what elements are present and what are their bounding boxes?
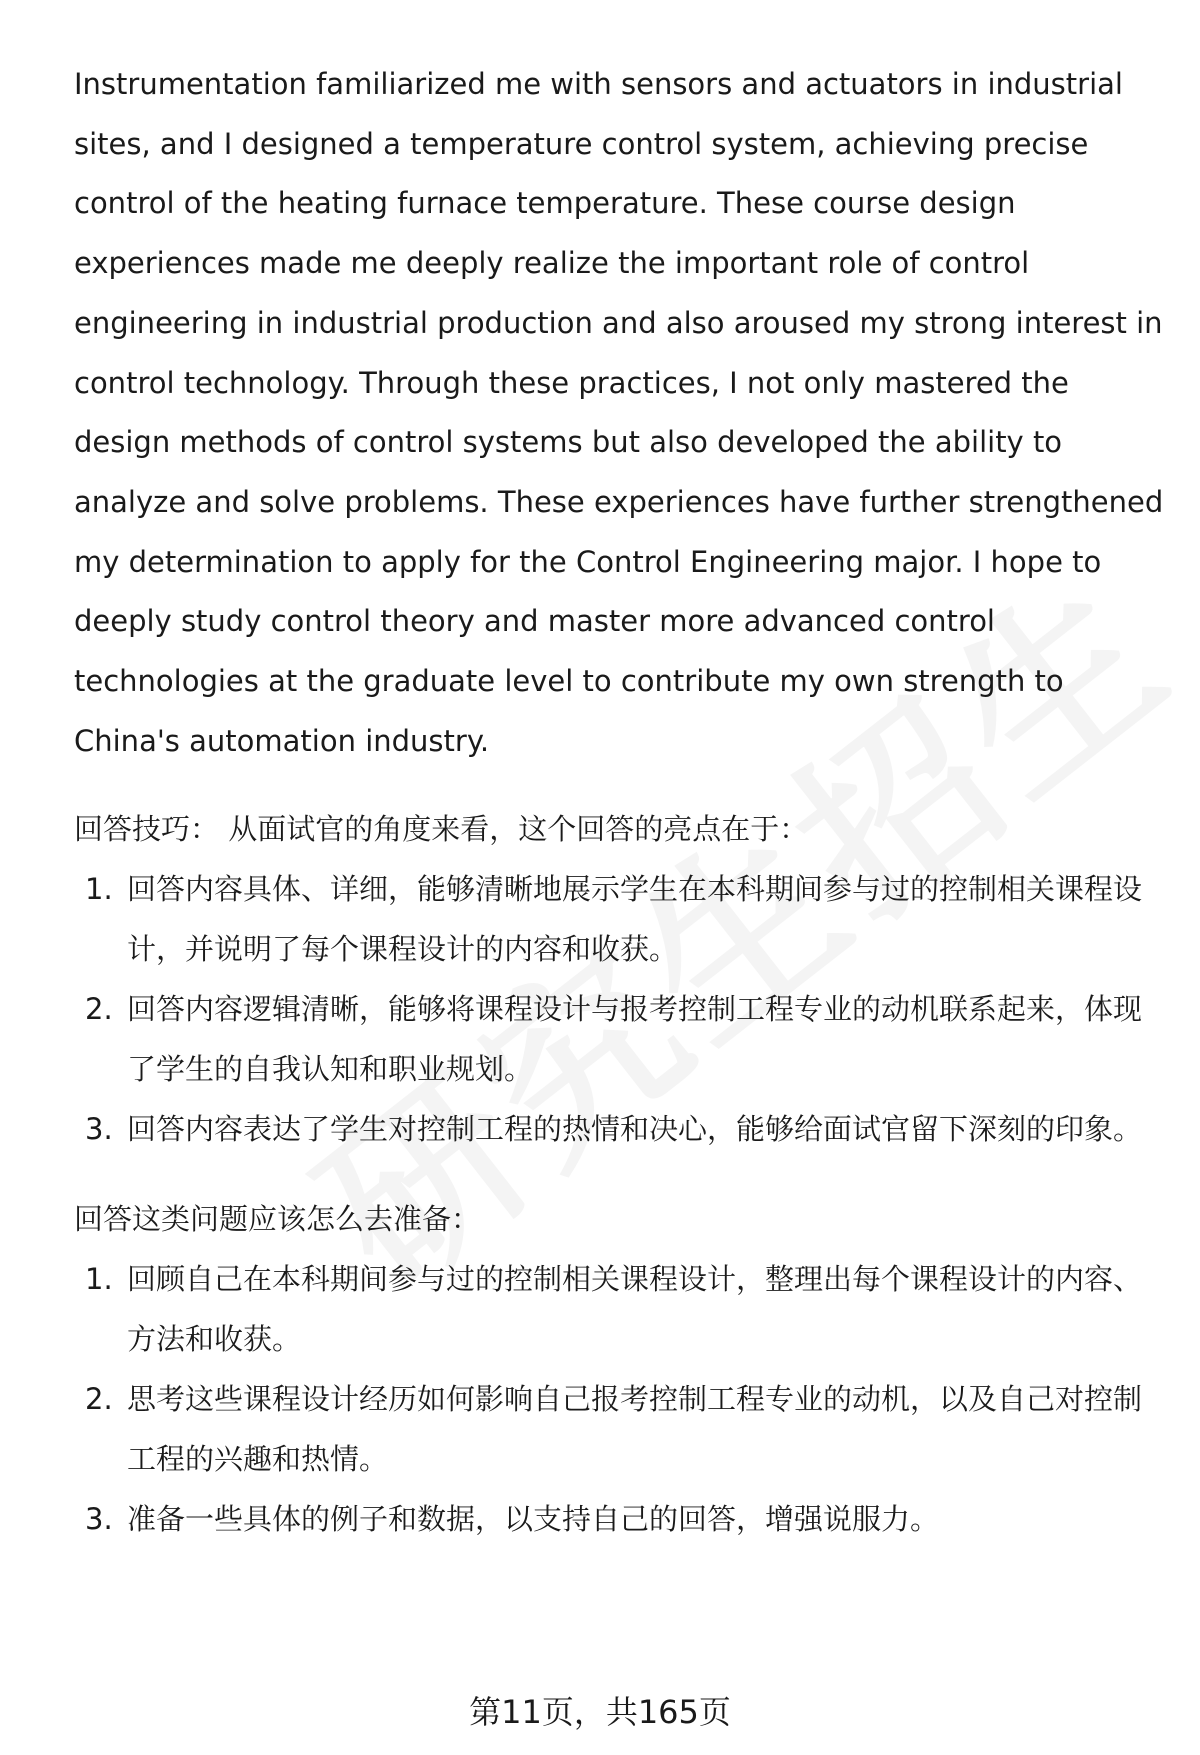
list-text: 回答内容表达了学生对控制工程的热情和决心，能够给面试官留下深刻的印象。 (127, 1112, 1143, 1147)
list-item (74, 859, 1164, 979)
list-number: 1. (85, 872, 113, 907)
prep-list (74, 1249, 1164, 1549)
list-text: 回答内容具体、详细，能够清晰地展示学生在本科期间参与过的控制相关课程设计，并说明了每个课程设计的内容和收获。 (127, 872, 1143, 967)
list-item (74, 1099, 1164, 1159)
list-number: 1. (85, 1262, 113, 1297)
list-number: 2. (85, 992, 113, 1027)
list-number: 3. (85, 1112, 113, 1147)
answer-paragraph: Instrumentation familiarized me with sensors and actuators in industrial sites, and I designed a temperature control system, achieving precise control of the heating furnace temperature. These course design experiences made me deeply realize the important role of control engineering in industrial production and also aroused my strong interest in control technology. Through these practices, I not only mastered the design methods of control systems but also developed the ability to analyze and solve problems. These experiences have further strengthened my determination to apply for the Control Engineering major. I hope to deeply study control theory and master more advanced control technologies at the graduate level to contribute my own strength to China's automation industry. (74, 67, 1164, 758)
document-page (74, 55, 1164, 1549)
list-item (74, 1489, 1164, 1549)
list-item (74, 1249, 1164, 1369)
page-number-footer: 第11页，共165页 (469, 1693, 731, 1731)
list-text: 回答内容逻辑清晰，能够将课程设计与报考控制工程专业的动机联系起来，体现了学生的自我认知和职业规划。 (127, 992, 1143, 1087)
list-number: 2. (85, 1382, 113, 1417)
list-text: 思考这些课程设计经历如何影响自己报考控制工程专业的动机，以及自己对控制工程的兴趣和热情。 (127, 1382, 1143, 1477)
list-text: 准备一些具体的例子和数据，以支持自己的回答，增强说服力。 (127, 1502, 940, 1537)
list-item (74, 1369, 1164, 1489)
list-number: 3. (85, 1502, 113, 1537)
tips-list (74, 859, 1164, 1159)
list-item (74, 979, 1164, 1099)
list-text: 回顾自己在本科期间参与过的控制相关课程设计，整理出每个课程设计的内容、方法和收获。 (127, 1262, 1143, 1357)
prep-heading: 回答这类问题应该怎么去准备： (74, 1202, 481, 1237)
tips-heading: 回答技巧： 从面试官的角度来看，这个回答的亮点在于： (74, 812, 809, 847)
